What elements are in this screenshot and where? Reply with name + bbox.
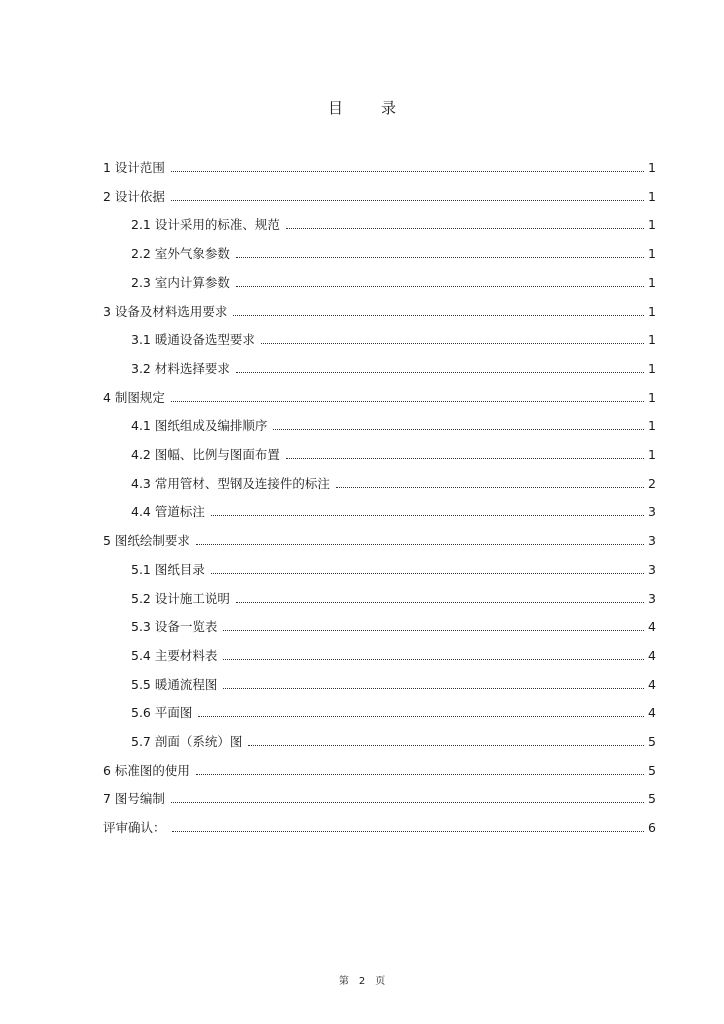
toc-dot-leader: [211, 572, 644, 574]
toc-entry[interactable]: [131, 415, 656, 435]
toc-entry[interactable]: [103, 186, 656, 206]
toc-dot-leader: [248, 744, 644, 746]
toc-entry[interactable]: [103, 387, 656, 407]
toc-entry-page-number: 3: [648, 503, 656, 519]
toc-entry-label: 5.7 剖面（系统）图: [131, 734, 243, 749]
footer-suffix: 页: [375, 976, 386, 987]
toc-entry-label: 2.2 室外气象参数: [131, 246, 230, 261]
toc-entry-label: 4.3 常用管材、型钢及连接件的标注: [131, 476, 330, 491]
toc-entry-label: 4.2 图幅、比例与图面布置: [131, 447, 280, 462]
toc-dot-leader: [233, 314, 644, 316]
toc-dot-leader: [196, 773, 644, 775]
toc-entry[interactable]: [103, 788, 656, 808]
toc-entry-label: 3.1 暖通设备选型要求: [131, 332, 255, 347]
toc-entry-page-number: 3: [648, 561, 656, 577]
toc-entry[interactable]: [131, 616, 656, 636]
toc-entry-page-number: 1: [648, 331, 656, 347]
toc-entry-page-number: 1: [648, 159, 656, 175]
toc-entry-label: 评审确认：: [103, 820, 166, 835]
toc-dot-leader: [223, 629, 644, 631]
toc-entry-label: 2 设计依据: [103, 189, 165, 204]
toc-entry[interactable]: [131, 243, 656, 263]
toc-entry-label: 4 制图规定: [103, 390, 165, 405]
toc-entry[interactable]: [131, 329, 656, 349]
toc-title-char-1: 目: [327, 99, 343, 117]
toc-entry[interactable]: [131, 731, 656, 751]
toc-entry-page-number: 1: [648, 216, 656, 232]
toc-dot-leader: [196, 543, 644, 545]
toc-entry-page-number: 4: [648, 704, 656, 720]
toc-entry[interactable]: [131, 702, 656, 722]
toc-entry-page-number: 3: [648, 532, 656, 548]
toc-entry[interactable]: [131, 272, 656, 292]
toc-entry-label: 1 设计范围: [103, 160, 165, 175]
toc-dot-leader: [223, 687, 644, 689]
toc-entry-page-number: 1: [648, 303, 656, 319]
toc-entry-page-number: 6: [648, 819, 656, 835]
toc-entry-page-number: 1: [648, 417, 656, 433]
toc-entry[interactable]: [103, 530, 656, 550]
toc-entry-page-number: 5: [648, 762, 656, 778]
footer-prefix: 第: [338, 976, 349, 987]
toc-title: [0, 97, 724, 118]
toc-dot-leader: [171, 801, 644, 803]
toc-dot-leader: [261, 342, 644, 344]
toc-entry-page-number: 1: [648, 274, 656, 290]
toc-entry-label: 3.2 材料选择要求: [131, 361, 230, 376]
toc-dot-leader: [236, 256, 644, 258]
toc-dot-leader: [236, 371, 644, 373]
toc-dot-leader: [236, 601, 644, 603]
toc-entry[interactable]: [103, 760, 656, 780]
toc-entry-label: 7 图号编制: [103, 791, 165, 806]
toc-entry-label: 5 图纸绘制要求: [103, 533, 190, 548]
toc-dot-leader: [336, 486, 644, 488]
toc-dot-leader: [223, 658, 644, 660]
toc-entry-label: 5.4 主要材料表: [131, 648, 218, 663]
toc-entry-label: 4.4 管道标注: [131, 504, 205, 519]
toc-entry-page-number: 2: [648, 475, 656, 491]
toc-entry-label: 3 设备及材料选用要求: [103, 304, 228, 319]
toc-entry[interactable]: [131, 214, 656, 234]
toc-entry-label: 5.5 暖通流程图: [131, 677, 218, 692]
toc-entry-page-number: 4: [648, 618, 656, 634]
toc-entry-label: 4.1 图纸组成及编排顺序: [131, 418, 268, 433]
toc-dot-leader: [286, 227, 644, 229]
toc-entry-page-number: 4: [648, 676, 656, 692]
toc-entry-page-number: 1: [648, 389, 656, 405]
toc-entry-page-number: 1: [648, 360, 656, 376]
toc-entry-label: 5.2 设计施工说明: [131, 591, 230, 606]
toc-entry-label: 6 标准图的使用: [103, 763, 190, 778]
toc-entry-page-number: 5: [648, 790, 656, 806]
toc-entry-page-number: 3: [648, 590, 656, 606]
toc-entry[interactable]: [131, 444, 656, 464]
toc-dot-leader: [171, 199, 644, 201]
toc-entry-label: 5.1 图纸目录: [131, 562, 205, 577]
page-footer: [0, 972, 724, 987]
footer-page-number: 2: [358, 976, 366, 987]
toc-title-char-2: 录: [381, 99, 397, 117]
toc-entry[interactable]: [131, 645, 656, 665]
toc-entry[interactable]: [103, 301, 656, 321]
toc-entry-label: 5.6 平面图: [131, 705, 193, 720]
toc-entry[interactable]: [131, 559, 656, 579]
toc-entry[interactable]: [131, 588, 656, 608]
toc-dot-leader: [198, 715, 644, 717]
toc-dot-leader: [236, 285, 644, 287]
toc-dot-leader: [273, 428, 644, 430]
toc-entry-label: 2.1 设计采用的标准、规范: [131, 217, 280, 232]
toc-entry-page-number: 4: [648, 647, 656, 663]
toc-entry[interactable]: [131, 358, 656, 378]
toc-entry-label: 2.3 室内计算参数: [131, 275, 230, 290]
toc-entry-page-number: 5: [648, 733, 656, 749]
toc-entry-page-number: 1: [648, 446, 656, 462]
toc-entry-label: 5.3 设备一览表: [131, 619, 218, 634]
toc-dot-leader: [211, 514, 644, 516]
toc-entry-page-number: 1: [648, 188, 656, 204]
toc-entry[interactable]: [103, 157, 656, 177]
toc-dot-leader: [172, 830, 645, 832]
toc-entry[interactable]: [131, 473, 656, 493]
toc-entry[interactable]: [103, 817, 656, 837]
toc-entry-page-number: 1: [648, 245, 656, 261]
toc-entry[interactable]: [131, 501, 656, 521]
toc-dot-leader: [171, 400, 644, 402]
toc-entry[interactable]: [131, 674, 656, 694]
toc-dot-leader: [286, 457, 644, 459]
toc-dot-leader: [171, 170, 644, 172]
